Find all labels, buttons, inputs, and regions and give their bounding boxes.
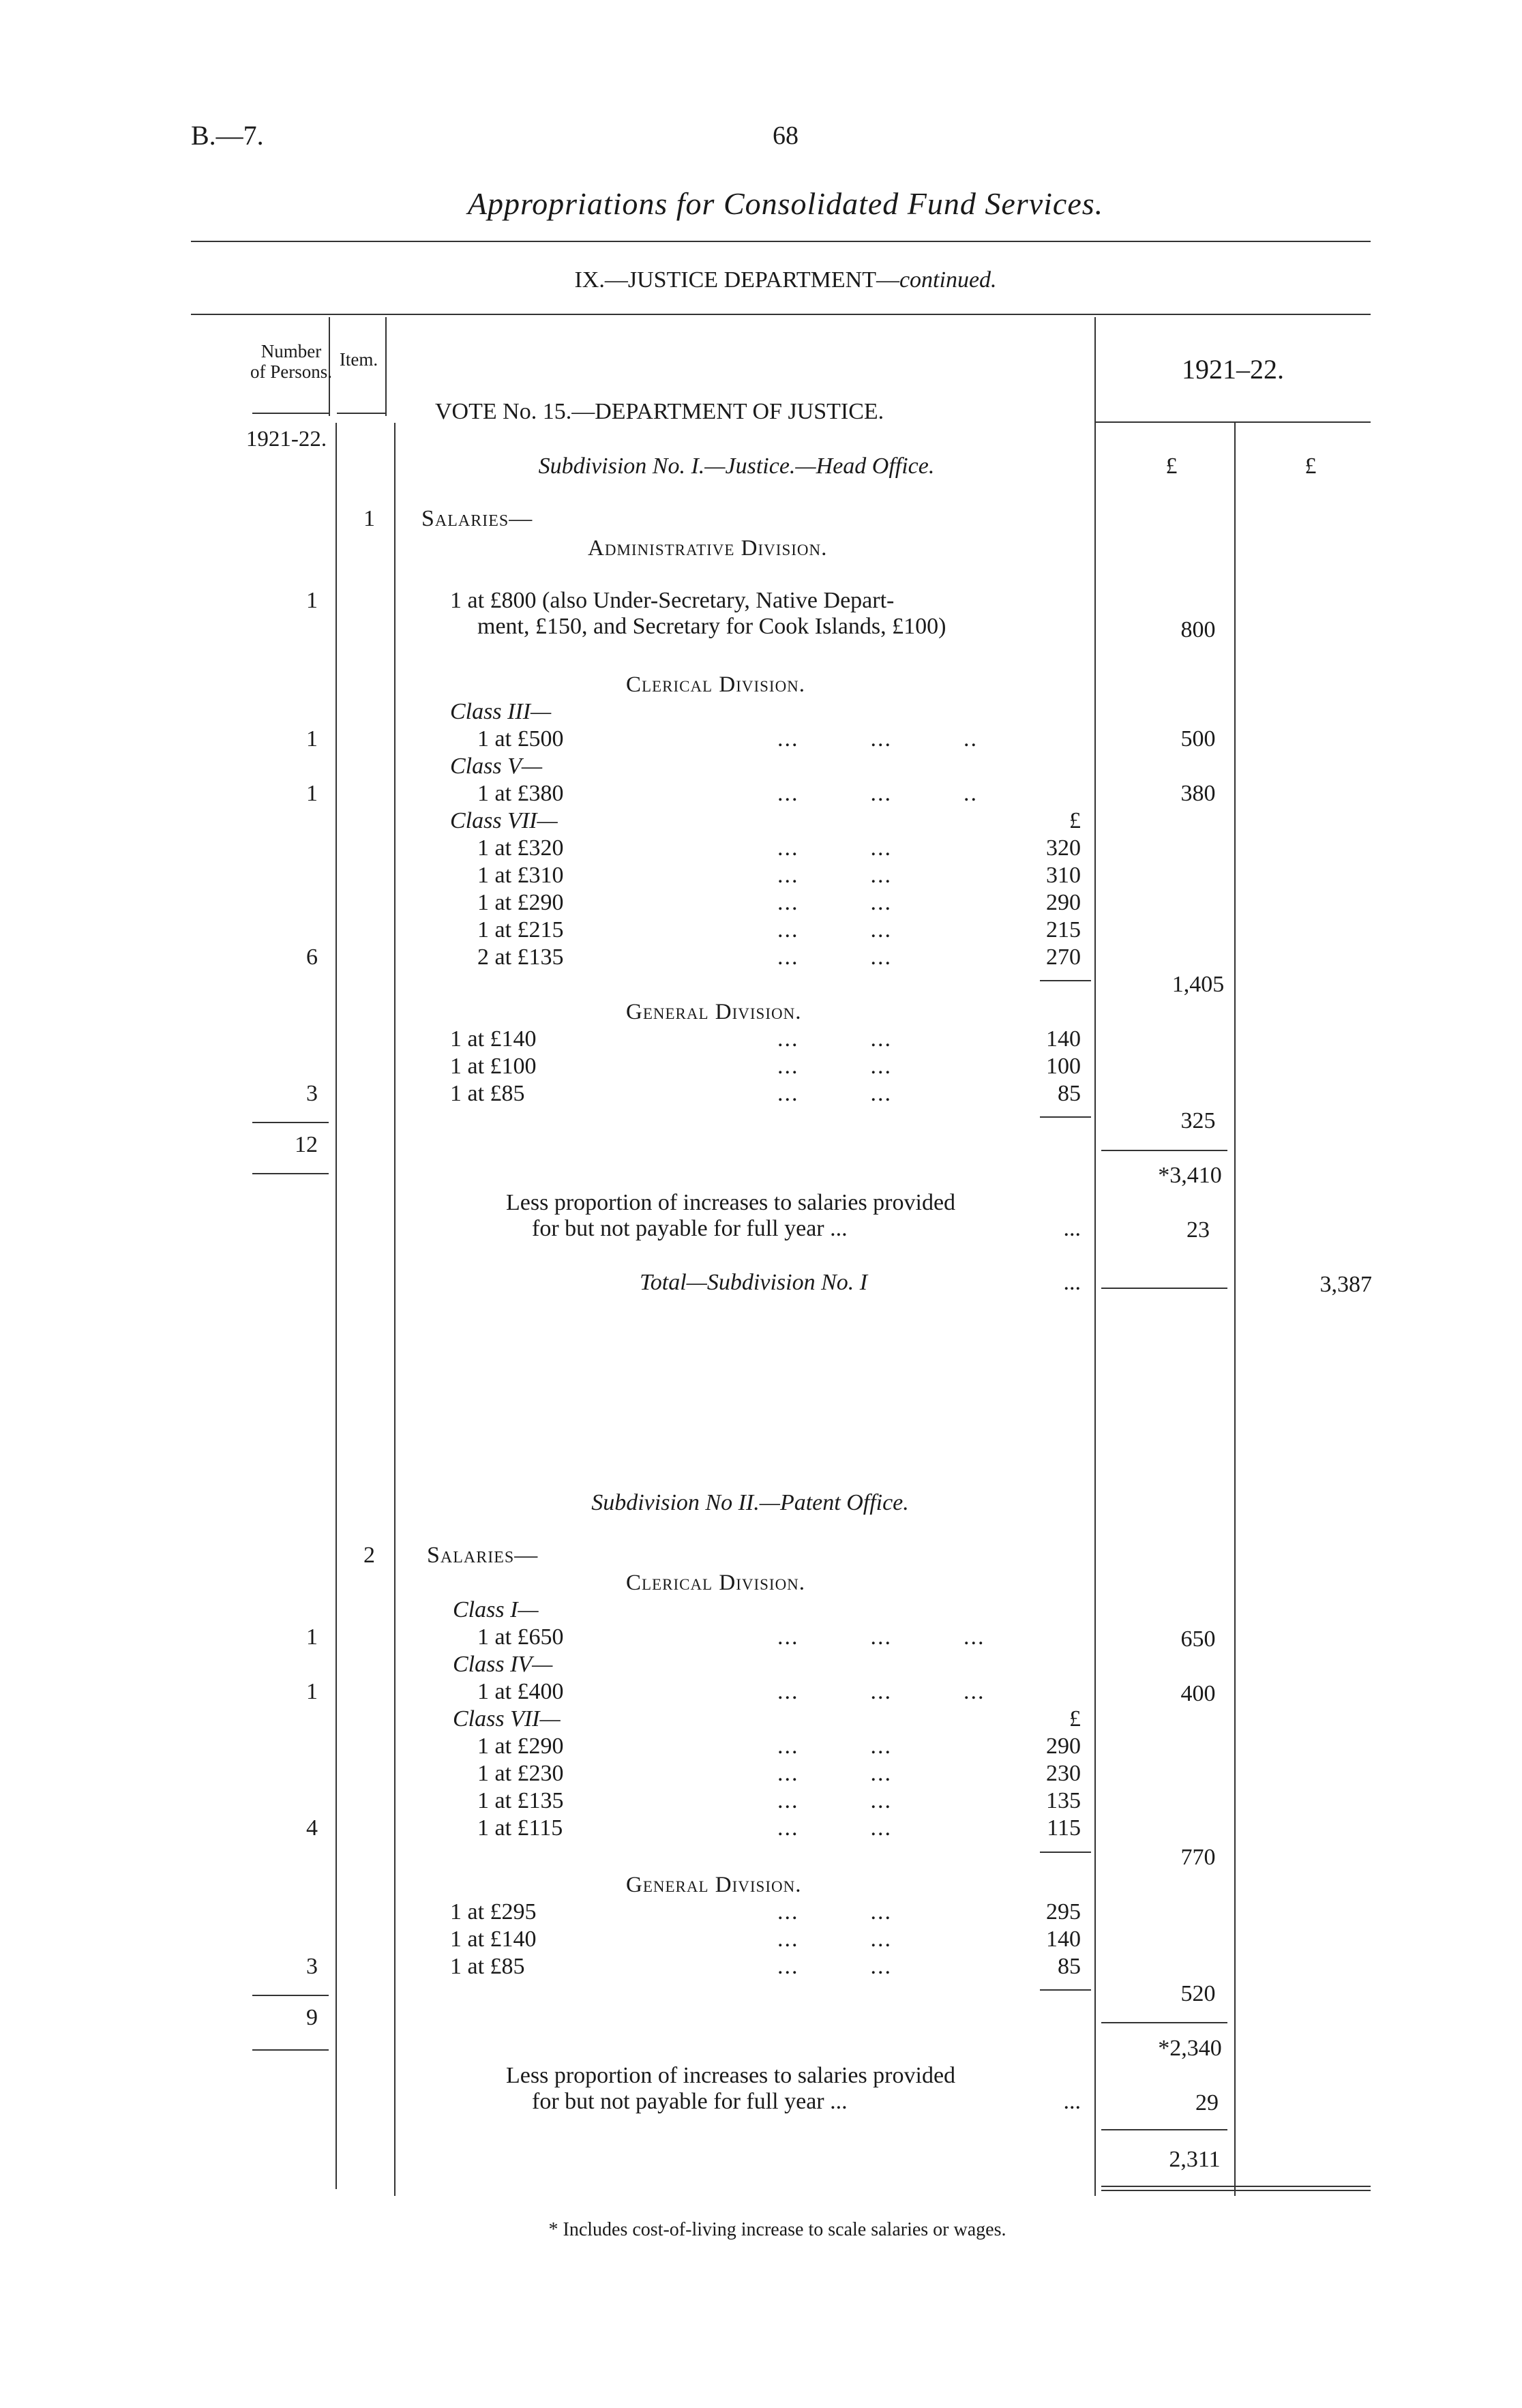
persons-count: 1: [306, 588, 318, 613]
sub-amount: 310: [1046, 863, 1081, 888]
col-persons-label-2: of Persons.: [250, 361, 332, 382]
sub-amount: 215: [1046, 917, 1081, 942]
divider-body-amount: [1094, 317, 1096, 2196]
item-number-2: 2: [363, 1543, 375, 1568]
divider-item-body-top: [385, 317, 387, 416]
gross-total: *3,410: [1158, 1163, 1222, 1188]
persons-sum-rule: [252, 2049, 329, 2051]
rule-item-header: [337, 413, 385, 414]
salary-line: 1 at £215: [477, 917, 564, 942]
class-subtotal: 325: [1180, 1108, 1216, 1133]
leader-dots: ... ...: [777, 890, 892, 915]
sub-amount: 140: [1046, 1927, 1081, 1952]
amount-sum-rule: [1101, 1288, 1227, 1289]
less-proportion-line-1: Less proportion of increases to salaries provided: [506, 1190, 956, 1215]
leader-dots: ... ... ..: [777, 781, 978, 806]
salaries-label: Salaries—: [421, 506, 533, 531]
admin-line-1: 1 at £800 (also Under-Secretary, Native Depart-: [450, 588, 895, 613]
class-heading: Class IV—: [453, 1652, 553, 1677]
deduction-amount: 23: [1187, 1217, 1210, 1243]
leader-dots: ... ...: [777, 945, 892, 970]
sum-rule: [1040, 1852, 1091, 1853]
leader-dots: ... ...: [777, 1815, 892, 1841]
general-division-heading: General Division.: [626, 1000, 802, 1024]
leader-dots: ... ...: [777, 1899, 892, 1924]
department-heading: IX.—JUSTICE DEPARTMENT—continued.: [574, 267, 997, 293]
leader-dots: ... ... ...: [777, 1679, 985, 1704]
leader-dots: ... ... ...: [777, 1624, 985, 1650]
persons-count: 6: [306, 945, 318, 970]
sub-amount: 100: [1046, 1054, 1081, 1079]
leader-dots: ... ...: [777, 835, 892, 861]
amount-sum-rule: [1101, 2022, 1227, 2023]
class-heading: Class V—: [450, 754, 543, 779]
vote-title: VOTE No. 15.—DEPARTMENT OF JUSTICE.: [435, 399, 884, 424]
persons-count: 1: [306, 781, 318, 806]
sub-amount: 320: [1046, 835, 1081, 861]
salary-line: 1 at £140: [450, 1026, 537, 1052]
salary-line: 1 at £320: [477, 835, 564, 861]
salary-line: 1 at £290: [477, 1734, 564, 1759]
salary-line: 1 at £115: [477, 1815, 563, 1841]
rule-under-department: [191, 314, 1371, 315]
salary-line: 1 at £85: [450, 1954, 525, 1979]
salary-line: 1 at £290: [477, 890, 564, 915]
leader-dots: ... ...: [777, 1054, 892, 1079]
persons-sum-rule: [252, 1173, 329, 1174]
deduction-amount: 29: [1195, 2090, 1219, 2115]
salaries-label: Salaries—: [427, 1543, 539, 1568]
pound-sign: £: [1069, 1706, 1081, 1731]
leader-dots: ... ...: [777, 1927, 892, 1952]
persons-total: 9: [306, 2005, 318, 2030]
amount: 380: [1180, 781, 1216, 806]
salary-line: 1 at £400: [477, 1679, 564, 1704]
clerical-division-heading: Clerical Division.: [626, 672, 806, 697]
gross-total: *2,340: [1158, 2036, 1222, 2061]
leader-dots: ... ...: [777, 1026, 892, 1052]
class-heading: Class III—: [450, 699, 552, 724]
sub-amount: 85: [1058, 1954, 1081, 1979]
less-proportion-line-2: for but not payable for full year ...: [532, 2089, 848, 2114]
amount-sum-rule: [1101, 1150, 1227, 1151]
salary-line: 1 at £100: [450, 1054, 537, 1079]
salary-line: 1 at £230: [477, 1761, 564, 1786]
footnote: * Includes cost-of-living increase to scale salaries or wages.: [548, 2219, 1006, 2240]
sub-amount: 85: [1058, 1081, 1081, 1106]
subdivision-2-title: Subdivision No II.—Patent Office.: [591, 1490, 909, 1515]
page-number: 68: [773, 121, 799, 150]
less-proportion-line-1: Less proportion of increases to salaries provided: [506, 2063, 956, 2088]
divider-amount-total: [1234, 423, 1236, 2196]
sub-amount: 270: [1046, 945, 1081, 970]
persons-count: 1: [306, 726, 318, 752]
salary-line: 1 at £140: [450, 1927, 537, 1952]
item-number-1: 1: [363, 506, 375, 531]
sub-amount: 290: [1046, 1734, 1081, 1759]
col-persons-year: 1921-22.: [245, 427, 327, 451]
leader-dots: ... ...: [777, 917, 892, 942]
class-heading: Class VII—: [453, 1706, 561, 1731]
subdivision-1-title: Subdivision No. I.—Justice.—Head Office.: [538, 454, 935, 479]
salary-line: 2 at £135: [477, 945, 564, 970]
less-proportion-line-2: for but not payable for full year ...: [532, 1216, 848, 1241]
salary-line: 1 at £135: [477, 1788, 564, 1813]
col-pound-2: £: [1304, 454, 1317, 479]
clerical-division-heading: Clerical Division.: [626, 1571, 806, 1595]
subdivision-total: 3,387: [1319, 1272, 1372, 1297]
class-heading: Class I—: [453, 1597, 539, 1622]
leader-dots: ...: [1063, 1216, 1081, 1241]
divider-item-body: [394, 423, 396, 2196]
amount-double-rule: [1101, 2186, 1371, 2187]
persons-count: 1: [306, 1679, 318, 1704]
salary-line: 1 at £295: [450, 1899, 537, 1924]
sub-amount: 290: [1046, 890, 1081, 915]
leader-dots: ... ...: [777, 1761, 892, 1786]
subdivision-total-label: Total—Subdivision No. I: [640, 1270, 868, 1295]
page-reference: B.—7.: [191, 120, 264, 151]
persons-sum-rule: [252, 1995, 329, 1996]
leader-dots: ...: [1063, 1270, 1081, 1295]
leader-dots: ...: [1063, 2089, 1081, 2114]
class-subtotal: 1,405: [1172, 972, 1225, 997]
sum-rule: [1040, 980, 1091, 981]
leader-dots: ... ...: [777, 1081, 892, 1106]
persons-sum-rule: [252, 1122, 329, 1123]
rule-persons-header: [252, 413, 329, 414]
persons-total: 12: [295, 1132, 318, 1157]
persons-count: 3: [306, 1081, 318, 1106]
class-subtotal: 770: [1180, 1845, 1216, 1870]
amount-sum-rule: [1101, 2129, 1227, 2130]
sub-amount: 115: [1047, 1815, 1081, 1841]
page-title: Appropriations for Consolidated Fund Services.: [467, 186, 1104, 221]
leader-dots: ... ...: [777, 1954, 892, 1979]
persons-count: 3: [306, 1954, 318, 1979]
sub-amount: 295: [1046, 1899, 1081, 1924]
salary-line: 1 at £650: [477, 1624, 564, 1650]
amount: 800: [1180, 617, 1216, 642]
administrative-division-heading: Administrative Division.: [588, 536, 828, 561]
pound-sign: £: [1069, 808, 1081, 833]
rule-top: [191, 241, 1371, 242]
col-year-label: 1921–22.: [1182, 354, 1284, 385]
persons-count: 4: [306, 1815, 318, 1841]
salary-line: 1 at £310: [477, 863, 564, 888]
sub-amount: 140: [1046, 1026, 1081, 1052]
col-persons-label-1: Number: [260, 341, 322, 361]
sub-amount: 230: [1046, 1761, 1081, 1786]
sub-amount: 135: [1046, 1788, 1081, 1813]
col-pound-1: £: [1165, 454, 1178, 479]
salary-line: 1 at £85: [450, 1081, 525, 1106]
rule-year-header: [1094, 421, 1371, 423]
amount: 650: [1180, 1626, 1216, 1652]
amount-double-rule: [1101, 2190, 1371, 2191]
admin-line-2: ment, £150, and Secretary for Cook Islands, £100): [477, 614, 946, 639]
general-division-heading: General Division.: [626, 1873, 802, 1897]
leader-dots: ... ...: [777, 863, 892, 888]
leader-dots: ... ... ..: [777, 726, 978, 752]
sum-rule: [1040, 1116, 1091, 1118]
salary-line: 1 at £380: [477, 781, 564, 806]
net-total: 2,311: [1169, 2147, 1221, 2172]
leader-dots: ... ...: [777, 1734, 892, 1759]
class-heading: Class VII—: [450, 808, 558, 833]
divider-persons-item: [335, 423, 337, 2189]
sum-rule: [1040, 1989, 1091, 1991]
leader-dots: ... ...: [777, 1788, 892, 1813]
col-item-label: Item.: [339, 349, 378, 370]
class-subtotal: 520: [1180, 1981, 1216, 2006]
persons-count: 1: [306, 1624, 318, 1650]
salary-line: 1 at £500: [477, 726, 564, 752]
amount: 500: [1180, 726, 1216, 752]
amount: 400: [1180, 1681, 1216, 1706]
